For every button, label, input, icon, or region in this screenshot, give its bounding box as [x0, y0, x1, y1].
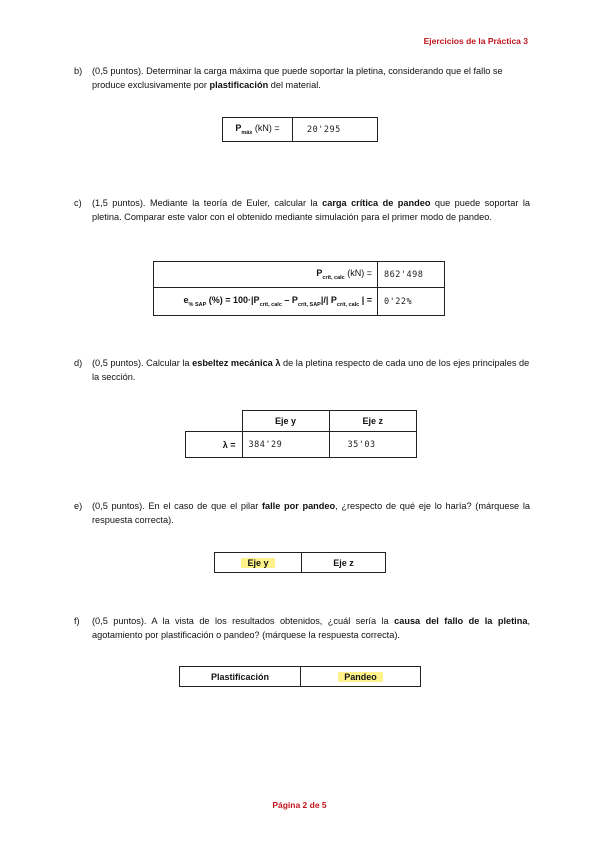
answer-table-f	[179, 666, 421, 687]
answer-table-c	[153, 261, 445, 316]
error-dash: – P	[281, 295, 298, 306]
question-text-post: del material.	[268, 80, 321, 90]
question-c	[74, 196, 530, 224]
answer-table-e	[214, 552, 386, 573]
question-text-pre: (0,5 puntos). Determinar la carga máxima que puede soportar la pletina, considerando que el fallo se produce exclusivamente por	[92, 66, 503, 90]
pcrit-unit: (kN) =	[347, 268, 372, 279]
error-label	[154, 288, 378, 316]
error-esub: % SAP	[188, 301, 207, 308]
col-eje-y: Eje y	[242, 411, 329, 432]
page-header: Ejercicios de la Práctica 3	[423, 36, 528, 46]
question-text	[92, 614, 530, 642]
error-sub1: crít, calc	[259, 301, 282, 308]
question-text	[92, 64, 530, 92]
question-text-bold: plastificación	[209, 80, 269, 90]
question-e	[74, 499, 530, 527]
pmax-label	[223, 118, 293, 142]
answer-table-d	[185, 410, 417, 458]
option-pandeo-text: Pandeo	[338, 672, 383, 682]
pcrit-answer[interactable]: 862'498	[378, 262, 445, 288]
error-answer[interactable]: 0'22%	[378, 288, 445, 316]
pmax-unit: (kN) =	[254, 123, 280, 134]
pcrit-sub: crít, calc	[322, 274, 345, 281]
question-label: f)	[74, 616, 80, 626]
pmax-answer[interactable]: 20'295	[293, 118, 378, 142]
page-footer: Página 2 de 5	[272, 800, 327, 810]
option-pandeo[interactable]	[301, 667, 421, 687]
lambda-label: λ =	[186, 432, 243, 458]
question-text-post: que puede soportar la pletina. Comparar este valor con el obtenido mediante simulación para el primer modo de pandeo.	[92, 198, 530, 222]
error-mid: (%) = 100·|P	[206, 295, 260, 306]
question-text-post: de la pletina respecto de cada uno de los ejes principales de la sección.	[92, 358, 530, 382]
error-sub3: crít, calc	[336, 301, 360, 308]
lambda-z-answer[interactable]: 35'03	[329, 432, 417, 458]
question-label: b)	[74, 66, 83, 76]
option-plastificacion[interactable]: Plastificación	[180, 667, 301, 687]
question-text	[92, 499, 530, 527]
question-d	[74, 356, 530, 384]
lambda-y-answer[interactable]: 384'29	[242, 432, 329, 458]
error-sub2: crít, SAP	[297, 301, 321, 308]
option-eje-y-text: Eje y	[241, 558, 274, 568]
question-text-pre: (0,5 puntos). A la vista de los resultados obtenidos, ¿cuál sería la	[92, 616, 395, 626]
question-text-bold: esbeltez mecánica λ	[192, 358, 281, 368]
question-label: e)	[74, 501, 83, 511]
question-b	[74, 64, 530, 92]
question-text-bold: falle por pandeo	[261, 501, 336, 511]
option-eje-y[interactable]	[215, 553, 302, 573]
pcrit-label	[154, 262, 378, 288]
pmax-sub: máx	[241, 129, 253, 136]
pcrit-main: P	[316, 268, 323, 279]
error-e: e	[183, 295, 189, 306]
question-label: c)	[74, 198, 82, 208]
question-text-pre: (1,5 puntos). Mediante la teoría de Euler, calcular la	[92, 198, 323, 208]
question-f	[74, 614, 530, 642]
question-text	[92, 196, 530, 224]
question-text-post: , ¿respecto de qué eje lo haría? (márquese la respuesta correcta).	[92, 501, 530, 525]
question-text	[92, 356, 530, 384]
question-text-pre: (0,5 puntos). En el caso de que el pilar	[92, 501, 262, 511]
question-text-bold: causa del fallo de la pletina	[394, 616, 528, 626]
error-div: |/| P	[320, 295, 337, 306]
question-text-post: , agotamiento por plastificación o pandeo? (márquese la respuesta correcta).	[92, 616, 531, 640]
answer-table-b	[222, 117, 378, 142]
pmax-main: P	[235, 123, 242, 134]
question-text-bold: carga crítica de pandeo	[322, 198, 431, 208]
error-end: | =	[359, 295, 372, 306]
option-eje-z[interactable]: Eje z	[302, 553, 386, 573]
empty-corner	[186, 411, 243, 432]
question-label: d)	[74, 358, 83, 368]
question-text-pre: (0,5 puntos). Calcular la	[92, 358, 193, 368]
col-eje-z: Eje z	[329, 411, 417, 432]
